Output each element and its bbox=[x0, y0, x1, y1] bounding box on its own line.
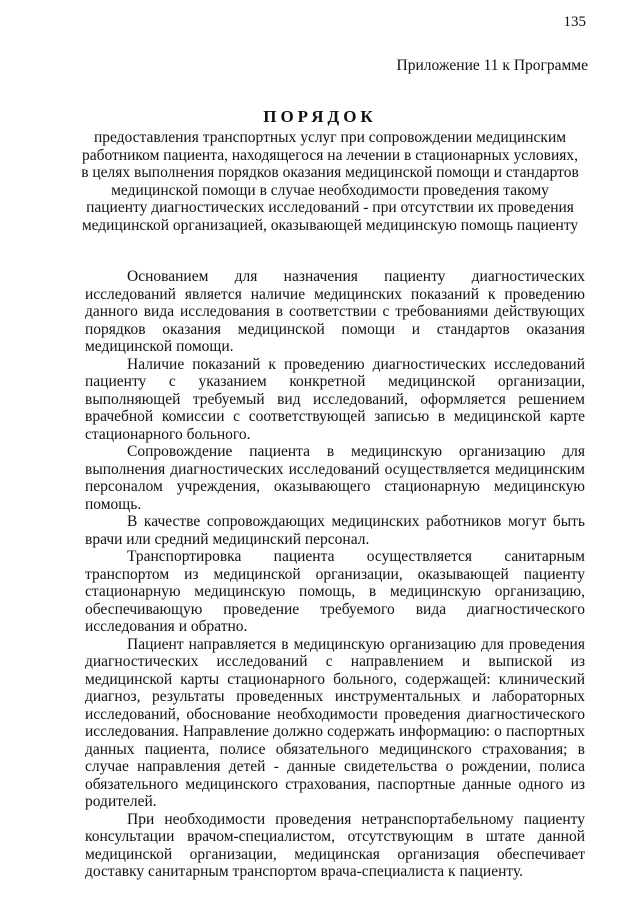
paragraph-basis: Основанием для назначения пациенту диагностических исследований является наличие медицинских показаний к проведению данного вида исследования в соответствии с требованиями действующих порядков оказания медицинской помощи и стандартов оказания медицинской помощи. bbox=[85, 268, 585, 355]
paragraph-indications: Наличие показаний к проведению диагностических исследований пациенту с указанием конкретной медицинской организации, выполняющей требуемый вид исследований, оформляется решением врачебной комиссии с соответствующей записью в медицинской карте стационарного больного. bbox=[85, 355, 585, 443]
page-number: 135 bbox=[563, 14, 586, 30]
paragraph-escort-staff: В качестве сопровождающих медицинских работников могут быть врачи или средний медицинский персонал. bbox=[85, 513, 585, 548]
appendix-label: Приложение 11 к Программе bbox=[396, 57, 588, 74]
document-body bbox=[85, 268, 585, 881]
paragraph-specialist: При необходимости проведения нетранспортабельному пациенту консультации врачом-специалистом, отсутствующим в штате данной медицинской организации, медицинская организация обеспечивает доставку санитарным транспортом врача-специалиста к пациенту. bbox=[85, 810, 585, 880]
paragraph-referral: Пациент направляется в медицинскую организацию для проведения диагностических исследований с направлением и выпиской из медицинской карты стационарного больного, содержащей: клинический диагноз, результаты проведенных инструментальных и лабораторных исследований, обоснование необходимости проведения диагностического исследования. Направление должно содержать информацию: о паспортных данных пациента, полисе обязательного медицинского страхования; в случае направления детей - данные свидетельства о рождении, полиса обязательного медицинского страхования, паспортные данные одного из родителей. bbox=[85, 635, 585, 810]
paragraph-escort: Сопровождение пациента в медицинскую организацию для выполнения диагностических исследований осуществляется медицинским персоналом учреждения, оказывающего стационарную медицинскую помощь. bbox=[85, 443, 585, 513]
paragraph-transport: Транспортировка пациента осуществляется санитарным транспортом из медицинской организации, оказывающей пациенту стационарную медицинскую помощь, в медицинскую организацию, обеспечивающую проведение требуемого вида диагностического исследования и обратно. bbox=[85, 548, 585, 635]
document-subtitle: предоставления транспортных услуг при сопровождении медицинским работником пациента, находящегося на лечении в стационарных условиях, в целях выполнения порядков оказания медицинской помощи и стандартов медицинской помощи в случае необходимости проведения такому пациенту диагностических исследований - при отсутствии их проведения медицинской организацией, оказывающей медицинскую помощь пациенту bbox=[81, 129, 579, 234]
document-title: ПОРЯДОК bbox=[263, 107, 377, 126]
